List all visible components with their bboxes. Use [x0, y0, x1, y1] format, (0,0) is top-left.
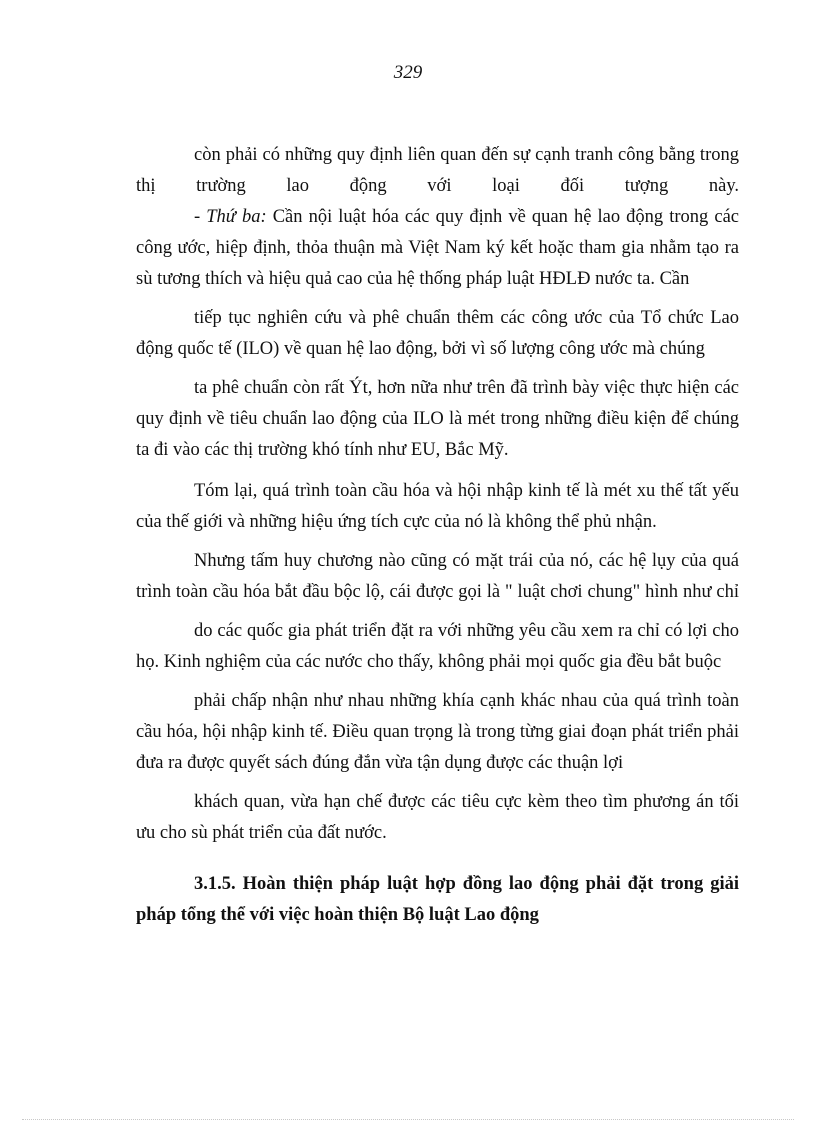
paragraph-5: Tóm lại, quá trình toàn cầu hóa và hội nhập kinh tế là mét xu thế tất yếu của thế giới và những hiệu ứng tích cực của nó là không thể phủ nhận. — [136, 481, 739, 532]
paragraph-4: ta phê chuẩn còn rất Ýt, hơn nữa như trên đã trình bày việc thực hiện các quy định về tiêu chuẩn lao động của ILO là mét trong những điều kiện để chúng ta đi vào các thị trường khó tính như EU, Bắc Mỹ. — [136, 378, 739, 460]
paragraph-1: còn phải có những quy định liên quan đến sự cạnh tranh công bằng trong thị trường lao động với loại đối tượng này. — [136, 145, 739, 196]
page-bottom-border — [22, 1119, 794, 1120]
document-body — [136, 140, 739, 931]
section-heading: 3.1.5. Hoàn thiện pháp luật hợp đồng lao động phải đặt trong giải pháp tổng thể với việc hoàn thiện Bộ luật Lao động — [136, 874, 739, 925]
page-number: 329 — [393, 62, 423, 83]
paragraph-2-text: Cần nội luật hóa các quy định về quan hệ lao động trong các công ước, hiệp định, thỏa thuận mà Việt Nam ký kết hoặc tham gia nhằm tạo ra sù tương thích và hiệu quả cao của hệ thống pháp luật HĐLĐ nước ta. Cần — [136, 207, 739, 289]
paragraph-2 — [136, 202, 739, 295]
paragraph-8: phải chấp nhận như nhau những khía cạnh khác nhau của quá trình toàn cầu hóa, hội nhập kinh tế. Điều quan trọng là trong từng giai đoạn phát triển phải đưa ra được quyết sách đúng đắn vừa tận dụng được các thuận lợi — [136, 691, 739, 773]
paragraph-3: tiếp tục nghiên cứu và phê chuẩn thêm các công ước của Tổ chức Lao động quốc tế (ILO) về quan hệ lao động, bởi vì số lượng công ước mà chúng — [136, 308, 739, 359]
paragraph-6: Nhưng tấm huy chương nào cũng có mặt trái của nó, các hệ lụy của quá trình toàn cầu hóa bắt đầu bộc lộ, cái được gọi là " luật chơi chung" hình như chỉ — [136, 551, 739, 602]
paragraph-7: do các quốc gia phát triển đặt ra với những yêu cầu xem ra chỉ có lợi cho họ. Kinh nghiệm của các nước cho thấy, không phải mọi quốc gia đều bắt buộc — [136, 621, 739, 672]
paragraph-9: khách quan, vừa hạn chế được các tiêu cực kèm theo tìm phương án tối ưu cho sù phát triển của đất nước. — [136, 792, 739, 843]
third-point-label: - Thứ ba: — [194, 207, 267, 227]
